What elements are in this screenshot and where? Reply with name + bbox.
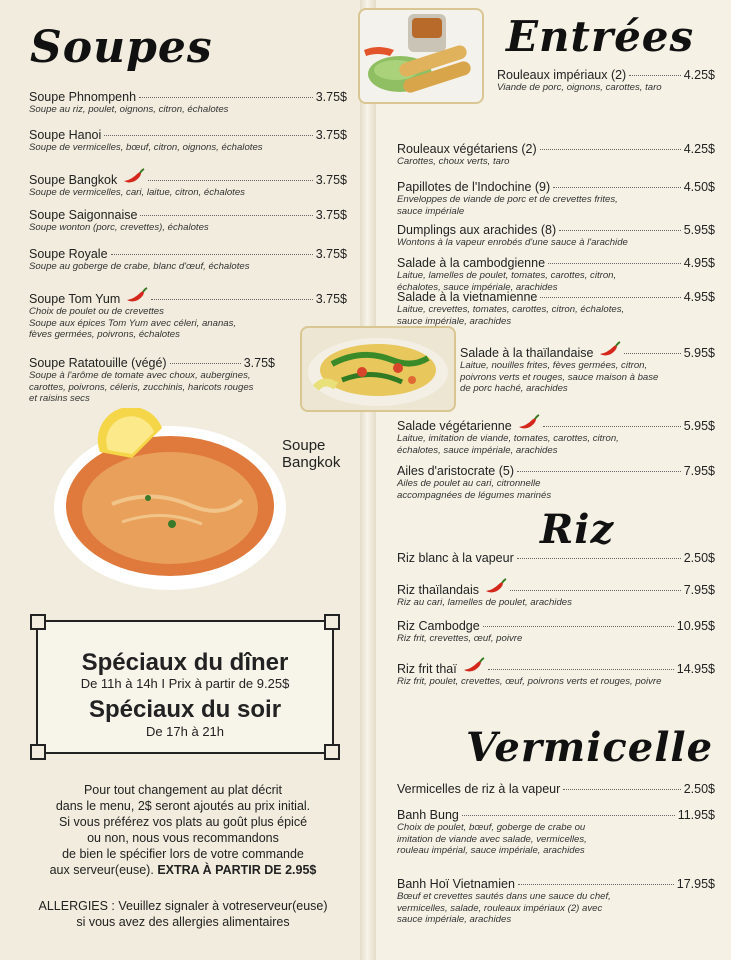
menu-item-description: rouleau impérial, sauce impériale, arachides (397, 845, 585, 857)
leader-dots (510, 590, 681, 591)
frame-corner (30, 744, 46, 760)
menu-item-row (397, 223, 715, 237)
menu-item-name: Soupe Hanoi (29, 128, 102, 142)
menu-item-name: Papillotes de l'Indochine (9) (397, 180, 551, 194)
menu-item-description: et raisins secs (29, 393, 90, 405)
menu-item (397, 551, 715, 565)
menu-item-description: échalotes, sauce impériale, arachides (397, 281, 558, 293)
menu-item-price: 4.95$ (683, 256, 715, 270)
menu-item-name: Banh Bung (397, 808, 459, 822)
heading-soupes: Soupes (30, 22, 213, 73)
menu-item-price: 4.95$ (683, 290, 715, 304)
menu-item-description: sauce impériale, arachides (397, 315, 512, 327)
menu-item-price: 7.95$ (683, 464, 715, 478)
leader-dots (540, 149, 681, 150)
extra-price-note: EXTRA À PARTIR DE 2.95$ (157, 863, 317, 877)
menu-item-row (29, 208, 347, 222)
note-line (18, 862, 348, 878)
menu-item-row (397, 619, 715, 633)
menu-item-description: Laitue, crevettes, tomates, carottes, citron, échalotes, (397, 304, 625, 315)
chili-pepper-icon (516, 414, 540, 433)
menu-item-name: Dumplings aux arachides (8) (397, 223, 557, 237)
note-line-end: aux serveur(euse). (49, 863, 154, 877)
leader-dots (543, 426, 681, 427)
menu-item-price: 3.75$ (315, 292, 347, 306)
leader-dots (517, 471, 681, 472)
leader-dots (170, 363, 241, 364)
menu-item-description: de porc haché, arachides (460, 383, 568, 395)
heading-vermicelle: Vermicelle (466, 724, 714, 771)
chili-pepper-icon (121, 168, 145, 187)
menu-item-name: Vermicelles de riz à la vapeur (397, 782, 561, 796)
frame-corner (324, 744, 340, 760)
menu-item-description: carottes, poivrons, céleris, zucchinis, haricots rouges (29, 381, 254, 393)
menu-item-name: Soupe Phnompenh (29, 90, 137, 104)
leader-dots (151, 299, 312, 300)
diner-specials-title: Spéciaux du dîner (81, 649, 289, 676)
menu-item (397, 877, 715, 926)
menu-item-description: Ailes de poulet au cari, citronnelle (397, 478, 541, 489)
menu-item (497, 68, 715, 94)
menu-item-description: Soupe à l'arôme de tomate avec choux, aubergines, (29, 370, 251, 381)
menu-item-description: Riz au cari, lamelles de poulet, arachides (397, 597, 572, 608)
evening-specials-title: Spéciaux du soir (88, 696, 282, 723)
menu-item (29, 208, 347, 234)
menu-item-row (460, 341, 715, 360)
note-line: ALLERGIES : Veuillez signaler à votreserveur(euse) (38, 899, 328, 913)
menu-item-price: 5.95$ (683, 346, 715, 360)
menu-item-description: imitation de viande avec salade, vermicelles, (397, 833, 587, 845)
menu-item-name: Rouleaux végétariens (2) (397, 142, 537, 156)
menu-item-description: Soupe wonton (porc, crevettes), échalotes (29, 222, 209, 233)
menu-item (397, 290, 715, 327)
menu-item-description: sauce impériale (397, 205, 465, 217)
menu-item (29, 287, 347, 341)
allergies-note (18, 898, 348, 930)
menu-item-price: 5.95$ (683, 419, 715, 433)
menu-item-row (497, 68, 715, 82)
menu-item (397, 414, 715, 456)
leader-dots (518, 884, 674, 885)
menu-item-price: 3.75$ (315, 173, 347, 187)
menu-item-price: 4.25$ (683, 142, 715, 156)
menu-item-name: Rouleaux impériaux (2) (497, 68, 627, 82)
soupe-bangkok-photo (52, 408, 292, 590)
menu-item (460, 341, 715, 395)
chili-pepper-icon (124, 287, 148, 306)
menu-item-name: Riz blanc à la vapeur (397, 551, 514, 565)
spring-rolls-photo (358, 8, 484, 104)
soup-caption-line: Bangkok (282, 454, 341, 471)
note-line: si vous avez des allergies alimentaires (76, 915, 290, 929)
menu-item-description: Laitue, nouilles frites, fèves germées, citron, (460, 360, 648, 371)
menu-item (397, 782, 715, 796)
menu-item-description: échalotes, sauce impériale, arachides (397, 444, 558, 456)
menu-item-price: 17.95$ (676, 877, 715, 891)
menu-item-row (29, 287, 347, 306)
chili-pepper-icon (483, 578, 507, 597)
menu-item-name: Soupe Ratatouille (végé) (29, 356, 167, 370)
menu-item-price: 10.95$ (676, 619, 715, 633)
menu-item-price: 7.95$ (683, 583, 715, 597)
menu-item-name: Riz thaïlandais (397, 583, 479, 597)
menu-item-row (397, 578, 715, 597)
menu-item-row (397, 180, 715, 194)
menu-item (29, 247, 347, 273)
menu-item (397, 223, 715, 249)
menu-item-description: sauce impériale, arachides (397, 914, 512, 926)
menu-item-name: Soupe Bangkok (29, 173, 118, 187)
menu-item-row (397, 808, 715, 822)
menu-item (397, 808, 715, 857)
menu-item-description: Riz frit, poulet, crevettes, œuf, poivrons verts et rouges, poivre (397, 676, 662, 687)
menu-item-name: Banh Hoï Vietnamien (397, 877, 515, 891)
menu-item-price: 2.50$ (683, 782, 715, 796)
diner-specials-hours: De 11h à 14h I Prix à partir de 9.25$ (80, 676, 290, 691)
menu-item-row (397, 782, 715, 796)
menu-item-description: Laitue, lamelles de poulet, tomates, carottes, citron, (397, 270, 617, 281)
note-line: Si vous préférez vos plats au goût plus épicé (58, 815, 308, 829)
menu-item (29, 168, 347, 199)
menu-item-row (29, 168, 347, 187)
leader-dots (553, 187, 681, 188)
menu-item-row (29, 247, 347, 261)
note-line: dans le menu, 2$ seront ajoutés au prix initial. (55, 799, 311, 813)
menu-item-price: 3.75$ (315, 247, 347, 261)
menu-item (29, 90, 347, 116)
menu-item (397, 464, 715, 501)
menu-item-description: fèves germées, poivrons, échalotes (29, 329, 180, 341)
menu-item-row (397, 142, 715, 156)
menu-item-description: Carottes, choux verts, taro (397, 156, 510, 167)
menu-item-row (397, 657, 715, 676)
soup-caption-line: Soupe (282, 437, 326, 454)
leader-dots (629, 75, 680, 76)
menu-item-row (29, 90, 347, 104)
menu-item-description: Viande de porc, oignons, carottes, taro (497, 82, 662, 93)
specials-box (30, 614, 340, 760)
menu-item-name: Salade à la thaïlandaise (460, 346, 594, 360)
menu-item-name: Riz Cambodge (397, 619, 480, 633)
leader-dots (111, 254, 313, 255)
menu-item-description: Soupe au goberge de crabe, blanc d'œuf, échalotes (29, 261, 250, 272)
note-line: Pour tout changement au plat décrit (83, 783, 283, 797)
menu-item-row (397, 877, 715, 891)
menu-item (397, 578, 715, 609)
specials-frame (36, 620, 334, 754)
leader-dots (540, 297, 680, 298)
leader-dots (488, 669, 674, 670)
menu-item-name: Ailes d'aristocrate (5) (397, 464, 515, 478)
menu-item-name: Riz frit thaï (397, 662, 457, 676)
menu-item-price: 3.75$ (315, 208, 347, 222)
menu-item-description: Laitue, imitation de viande, tomates, carottes, citron, (397, 433, 619, 444)
menu-item-description: Soupe de vermicelles, bœuf, citron, oignons, échalotes (29, 142, 263, 153)
chili-pepper-icon (461, 657, 485, 676)
chili-pepper-icon (597, 341, 621, 360)
heading-entrees: Entrées (506, 12, 695, 61)
leader-dots (563, 789, 680, 790)
menu-item-description: vermicelles, salade, rouleaux impériaux (2) avec (397, 902, 603, 914)
leader-dots (624, 353, 680, 354)
menu-item-row (397, 414, 715, 433)
menu-item-description: Soupe aux épices Tom Yum avec céleri, ananas, (29, 317, 237, 329)
soup-caption (282, 437, 340, 471)
menu-item-description: Enveloppes de viande de porc et de crevettes frites, (397, 194, 618, 205)
leader-dots (140, 215, 312, 216)
menu-item-price: 11.95$ (677, 808, 715, 822)
menu-item-name: Soupe Tom Yum (29, 292, 121, 306)
menu-item-price: 3.75$ (315, 128, 347, 142)
menu-item-row (29, 356, 275, 370)
menu-item-row (397, 256, 715, 270)
menu-item-price: 5.95$ (683, 223, 715, 237)
menu-item-price: 2.50$ (683, 551, 715, 565)
menu-item-name: Soupe Saigonnaise (29, 208, 138, 222)
menu-item-description: Soupe au riz, poulet, oignons, citron, échalotes (29, 104, 229, 115)
leader-dots (104, 135, 312, 136)
leader-dots (483, 626, 674, 627)
menu-item-description: Bœuf et crevettes sautés dans une sauce du chef, (397, 891, 611, 902)
menu-item-name: Salade à la vietnamienne (397, 290, 538, 304)
menu-item (397, 256, 715, 293)
menu-item-price: 14.95$ (676, 662, 715, 676)
menu-item-row (397, 464, 715, 478)
menu-item (29, 356, 275, 405)
leader-dots (139, 97, 313, 98)
menu-item-name: Soupe Royale (29, 247, 108, 261)
menu-item-description: Choix de poulet ou de crevettes (29, 306, 164, 317)
menu-item (29, 128, 347, 154)
change-note (18, 782, 348, 878)
leader-dots (517, 558, 681, 559)
leader-dots (462, 815, 675, 816)
note-line: de bien le spécifier lors de votre commande (62, 847, 304, 861)
menu-item-row (397, 551, 715, 565)
frame-corner (30, 614, 46, 630)
menu-item-price: 4.50$ (683, 180, 715, 194)
leader-dots (148, 180, 312, 181)
column-divider (360, 0, 376, 960)
menu-item-price: 4.25$ (683, 68, 715, 82)
menu-item-name: Salade à la cambodgienne (397, 256, 546, 270)
menu-item-description: Wontons à la vapeur enrobés d'une sauce à l'arachide (397, 237, 628, 248)
menu-item (397, 657, 715, 688)
leader-dots (559, 230, 681, 231)
menu-item-row (29, 128, 347, 142)
menu-item-description: poivrons verts et rouges, sauce maison à base (460, 371, 659, 383)
menu-item-description: accompagnées de légumes marinés (397, 489, 552, 501)
menu-item-price: 3.75$ (315, 90, 347, 104)
menu-item-description: Riz frit, crevettes, œuf, poivre (397, 633, 523, 644)
frame-corner (324, 614, 340, 630)
menu-item-description: Soupe de vermicelles, cari, laitue, citron, échalotes (29, 187, 245, 198)
heading-riz: Riz (540, 506, 615, 553)
menu-item (397, 142, 715, 168)
menu-item-name: Salade végétarienne (397, 419, 512, 433)
menu-item (397, 180, 715, 217)
note-line: ou non, nous vous recommandons (87, 831, 279, 845)
menu-item-row (397, 290, 715, 304)
evening-specials-hours: De 17h à 21h (145, 724, 225, 739)
leader-dots (548, 263, 681, 264)
menu-item-description: Choix de poulet, bœuf, goberge de crabe ou (397, 822, 586, 833)
menu-item-price: 3.75$ (243, 356, 275, 370)
menu-item (397, 619, 715, 645)
